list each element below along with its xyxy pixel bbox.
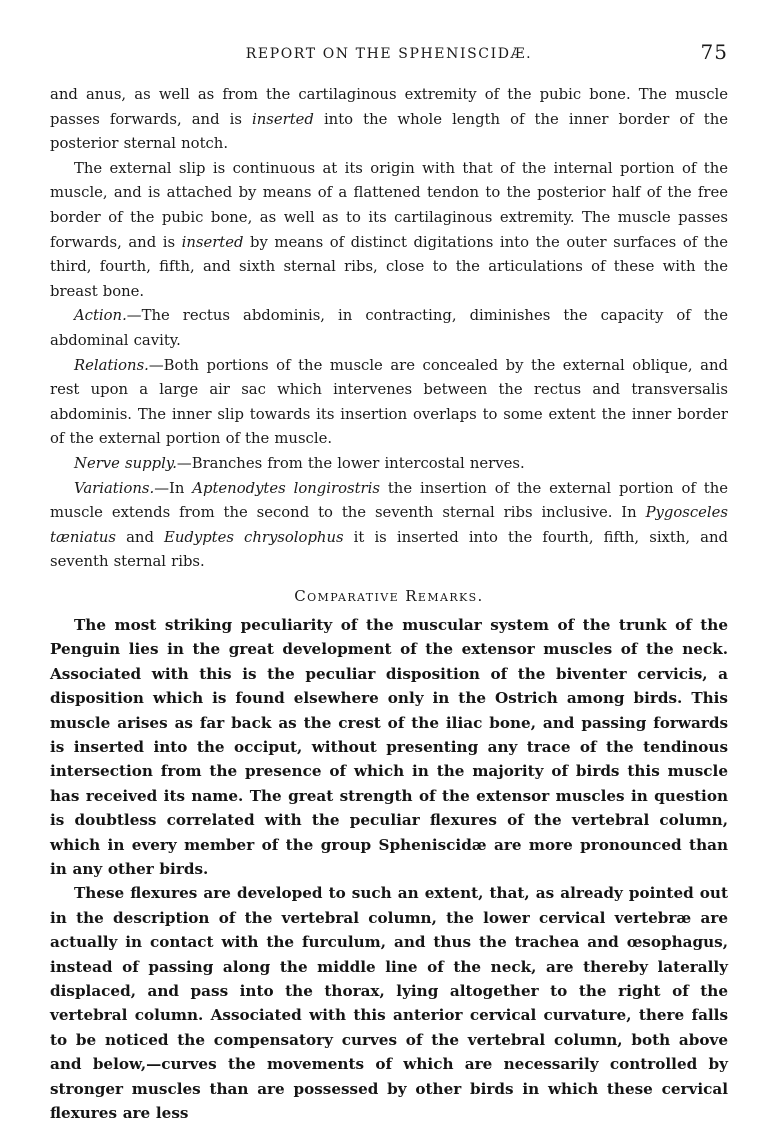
page-number: 75 (700, 40, 728, 64)
species-name: Pygosceles tæniatus (50, 504, 728, 546)
paragraph-external-slip: The external slip is continuous at its origin with that of the internal portion of the muscle, and is attached by means of a flattened tendon to the posterior half of the free border of the pubic bone, as well as to its cartilaginous extremity. The muscle passes forwards, and is inserted by means of distinct digitations into the outer surfaces of the third, fourth, fifth, and sixth sternal ribs, close to the articulations of these with the breast bone. (50, 159, 728, 300)
document-page (50, 38, 728, 1125)
comparative-remarks (50, 613, 728, 1125)
species-name: Aptenodytes longirostris (192, 479, 380, 497)
relations-label: Relations. (74, 356, 149, 374)
running-title: REPORT ON THE SPHENISCIDÆ. (245, 46, 533, 62)
paragraph-insertion: and anus, as well as from the cartilaginous extremity of the pubic bone. The muscle passes forwards, and is inserted into the whole length of the inner border of the posterior sternal notch. (50, 86, 729, 153)
section-heading: Comparative Remarks. (294, 586, 484, 605)
paragraph-relations: Relations.—Both portions of the muscle are concealed by the external oblique, and rest upon a large air sac which intervenes between the rectus and transversalis abdominis. The inner slip towards its insertion overlaps to some extent the inner border of the external portion of the muscle. (50, 356, 728, 448)
muscle-description (50, 83, 728, 575)
page-header (50, 38, 728, 74)
paragraph-variations: Variations.—In Aptenodytes longirostris the insertion of the external portion of the muscle extends from the second to the seventh sternal ribs inclusive. In Pygosceles tæniatus and Eudyptes chrysolophus it is inserted into the fourth, fifth, sixth, and seventh sternal ribs. (50, 479, 729, 571)
species-name: Eudyptes chrysolophus (164, 528, 344, 546)
paragraph-remarks-2: These flexures are developed to such an extent, that, as already pointed out in the description of the vertebral column, the lower cervical vertebræ are actually in contact with the furculum, and thus the trachea and œsophagus, instead of passing along the middle line of the neck, are thereby laterally displaced, and pass into the thorax, lying altogether to the right of the vertebral column. Associated with this anterior cervical curvature, there falls to be noticed the compensatory curves of the vertebral column, both above and below,—curves the movements of which are necessarily controlled by stronger muscles than are possessed by other birds in which these cervical flexures are less (50, 884, 728, 1122)
variations-label: Variations. (74, 479, 155, 497)
paragraph-nerve-supply: Nerve supply.—Branches from the lower intercostal nerves. (74, 454, 525, 472)
nerve-supply-label: Nerve supply. (74, 454, 177, 472)
action-label: Action. (74, 307, 127, 325)
paragraph-remarks-1: The most striking peculiarity of the muscular system of the trunk of the Penguin lies in the great development of the extensor muscles of the neck. Associated with this is the peculiar disposition of the biventer cervicis, a disposition which is found elsewhere only in the Ostrich among birds. This muscle arises as far back as the crest of the iliac bone, and passing forwards is inserted into the occiput, without presenting any trace of the tendinous intersection from the presence of which in the majority of birds this muscle has received its name. The great strength of the extensor muscles in question is doubtless correlated with the peculiar flexures of the vertebral column, which in every member of the group Spheniscidæ are more pronounced than in any other birds. (50, 615, 728, 878)
paragraph-action: Action.—The rectus abdominis, in contracting, diminishes the capacity of the abdominal cavity. (50, 307, 728, 349)
